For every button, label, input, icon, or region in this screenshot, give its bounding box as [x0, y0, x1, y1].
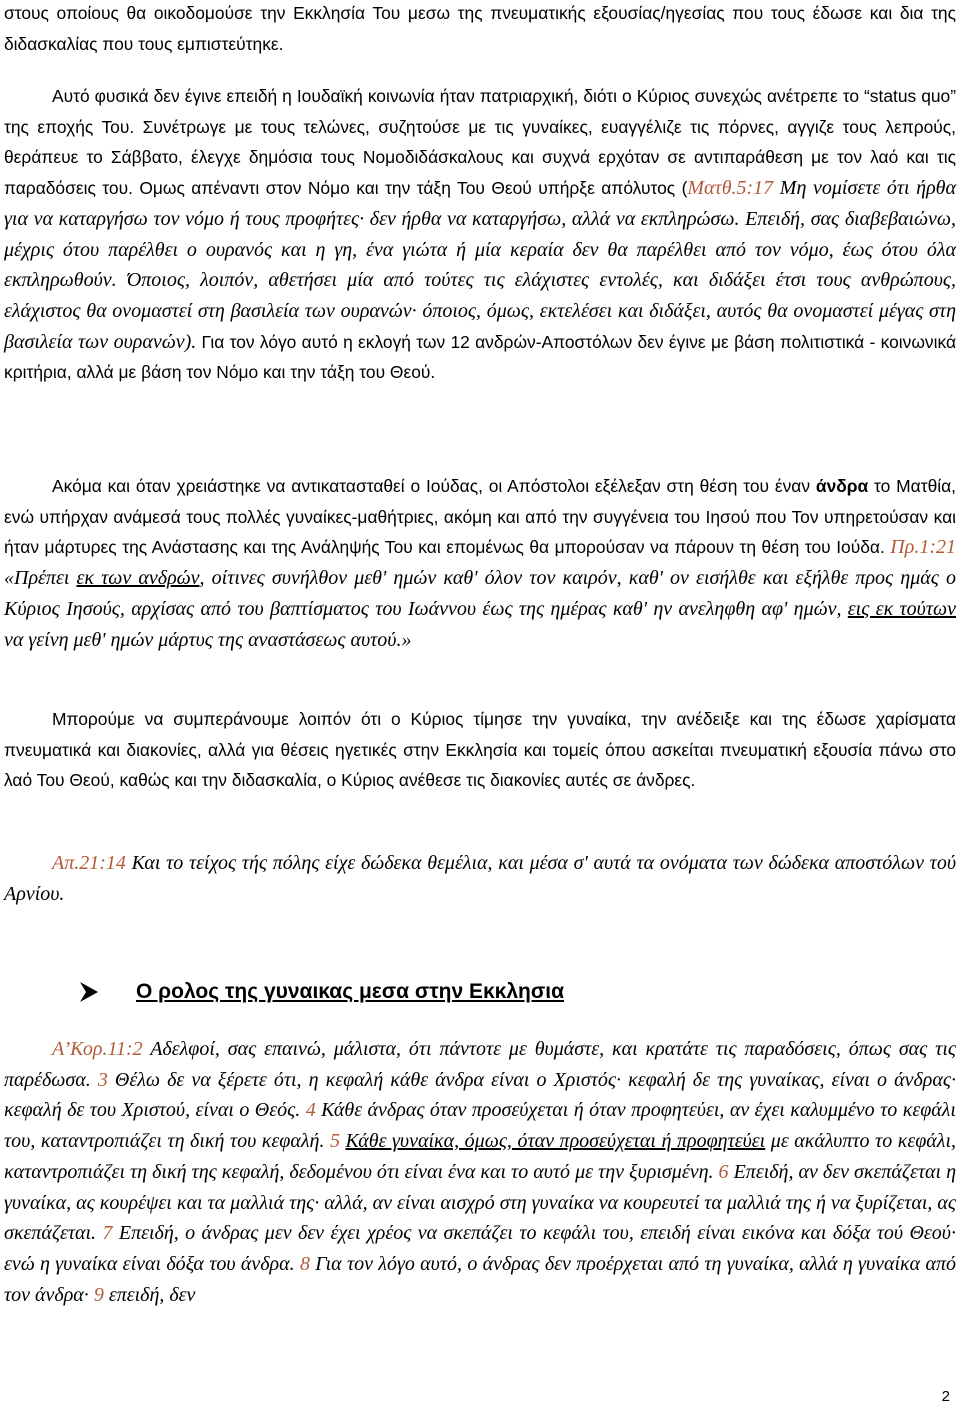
scripture-reference: Πρ.1:21 — [890, 536, 956, 559]
arrow-bullet-icon — [80, 980, 136, 1004]
paragraph-text: Ακόμα και όταν χρειάστηκε να αντικατασταθεί ο Ιούδας, οι Απόστολοι εξέλεξαν στη θέση του έναν — [52, 476, 816, 496]
paragraph-continuation — [4, 0, 956, 59]
scripture-quote: Και το τείχος τής πόλης είχε δώδεκα θεμέλια, και μέσα σ' αυτά τα ονόματα των δώδεκα αποστόλων τού Αρνίου. — [4, 852, 956, 905]
scripture-quote: Επειδή, ο άνδρας μεν δεν έχει χρέος να σκεπάζει το κεφάλι του, επειδή είναι εικόνα και δόξα τού Θεού· ενώ η γυναίκα είναι δόξα του άνδρα. — [4, 1222, 956, 1275]
underlined-quote: εκ των ανδρών — [76, 567, 200, 590]
scripture-quote: να γείνη μεθ' ημών μάρτυς της αναστάσεως αυτού.» — [4, 628, 412, 651]
paragraph-text: Αυτό φυσικά δεν έγινε επειδή η Ιουδαϊκή κοινωνία ήταν πατριαρχική, διότι ο Κύριος συνεχώς ανέτρεπε το “status quo” της εποχής Του. Συνέτρωγε με τους τελώνες, συζητούσε με τις γυναίκες, ευαγγέλιζε τις πόρνες, αγγιζε τους λεπρούς, θεράπευε το Σάββατο, έλεγχε δημόσια τους Νομοδιδάσκαλους και συχνά ερχόταν σε αντιπαράθεση με τον λαό και τις παραδόσεις του. Ομως απέναντι στον Νόμο και την τάξη Του Θεού υπήρξε απόλυτος ( — [4, 86, 956, 199]
scripture-quote: Θέλω δε να ξέρετε ότι, η κεφαλή κάθε άνδρα είναι ο Χριστός· κεφαλή δε της γυναίκας, είναι ο άνδρας· κεφαλή δε του Χριστού, είναι ο Θεός. — [4, 1068, 956, 1122]
paragraph-conclusion — [4, 704, 956, 796]
verse-number: 6 — [718, 1160, 729, 1183]
heading-text: Ο ρολος της γυναικας μεσα στην Εκκλησια — [136, 980, 564, 1003]
page-number: 2 — [941, 1388, 950, 1405]
scripture-reference: Ματθ.5:17 — [687, 177, 774, 200]
paragraph-revelation — [4, 848, 956, 909]
scripture-quote: Αδελφοί, σας επαινώ, μάλιστα, ότι πάντοτε με θυμάστε, και κρατάτε τις παραδόσεις, όπως σας τις παρέδωσα. — [4, 1038, 956, 1091]
verse-number: 4 — [305, 1099, 316, 1122]
paragraph-corinthians — [4, 1034, 956, 1310]
underlined-quote: Κάθε γυναίκα, όμως, όταν προσεύχεται ή προφητεύει — [345, 1130, 766, 1153]
scripture-quote: με ακάλυπτο το κεφάλι, καταντροπιάζει τη δική της κεφαλή, δεδομένου ότι είναι ένα και το αυτό με την ξυρισμένη. — [4, 1130, 957, 1183]
scripture-quote: Για τον λόγο αυτό, ο άνδρας δεν προέρχεται από τη γυναίκα, αλλά η γυναίκα από τον άνδρα· — [4, 1252, 956, 1306]
paragraph-patriarchal — [4, 81, 956, 388]
scripture-quote: επειδή, δεν — [103, 1283, 196, 1306]
paragraph-judas — [4, 471, 956, 655]
underlined-quote: εις εκ τούτων — [847, 597, 956, 620]
section-heading — [80, 980, 564, 1004]
paragraph-text: Μπορούμε να συμπεράνουμε λοιπόν ότι ο Κύριος τίμησε την γυναίκα, την ανέδειξε και της έδωσε χαρίσματα πνευματικά και διακονίες, αλλά για θέσεις ηγετικές στην Εκκλησία και τομείς όπου ασκείται πνευματική εξουσία πάνω στο λαό Του Θεού, καθώς και την διδασκαλία, ο Κύριος ανέθεσε τις διακονίες αυτές σε άνδρες. — [4, 709, 956, 791]
paragraph-text: το Ματθία, ενώ υπήρχαν ανάμεσά τους πολλές γυναίκες-μαθήτριες, ακόμη και από την συγγένεια του Ιησού που Τον υπηρετούσαν και ήταν μάρτυρες της Ανάστασης και της Ανάληψής Του και επομένως θα μπορούσαν να πάρουν τη θέση του Ιούδα. — [4, 476, 956, 558]
verse-number: 5 — [329, 1130, 340, 1153]
verse-number: 9 — [93, 1283, 104, 1306]
scripture-reference: Απ.21:14 — [52, 852, 126, 874]
paragraph-text: στους οποίους θα οικοδομούσε την Εκκλησία Του μεσω της πνευματικής εξουσίας/ηγεσίας που τους έδωσε και δια της διδασκαλίας που τους εμπιστεύτηκε. — [4, 3, 956, 54]
scripture-quote: , οίτινες συνήλθον μεθ' ημών καθ' όλον τον καιρόν, καθ' ον εισήλθε και εξήλθε προς ημάς ο Κύριος Ιησούς, αρχίσας από του βαπτίσματος του Ιωάννου έως της ημέρας καθ' ην ανεληφθη αφ' ημών, — [4, 567, 956, 620]
scripture-quote: Επειδή, αν δεν σκεπάζεται η γυναίκα, ας κουρέψει και τα μαλλιά της· αλλά, αν είναι αισχρό στη γυναίκα να κουρευτεί τα μαλλιά της ή να ξυρίζεται, ας σκεπάζεται. — [4, 1160, 956, 1245]
bold-word: άνδρα — [815, 476, 869, 496]
verse-number: 8 — [299, 1252, 310, 1275]
scripture-quote: Κάθε άνδρας όταν προσεύχεται ή όταν προφητεύει, αν έχει καλυμμένο το κεφάλι του, καταντροπιάζει τη δική του κεφαλή. — [4, 1099, 956, 1153]
paragraph-text: Για τον λόγο αυτό η εκλογή των 12 ανδρών-Αποστόλων δεν έγινε με βάση πολιτιστικά - κοινωνικά κριτήρια, αλλά με βάση τον Νόμο και την τάξη του Θεού. — [4, 331, 957, 383]
scripture-reference: Α’Κορ.11:2 — [52, 1038, 143, 1060]
verse-number: 7 — [102, 1222, 113, 1245]
scripture-quote: Μη νομίσετε ότι ήρθα για να καταργήσω τον νόμο ή τους προφήτες· δεν ήρθα να καταργήσω, αλλά να εκπληρώσω. Επειδή, σας διαβεβαιώνω, μέχρις ότου παρέλθει ο ουρανός και η γη, ένα γιώτα ή μία κεραία δεν θα παρέλθει από τον νόμο, έως ότου όλα εκπληρωθούν. Όποιος, λοιπόν, αθετήσει μία από τούτες τις ελάχιστες εντολές, και διδάξει έτσι τους ανθρώπους, ελάχιστος θα ονομαστεί στη βασιλεία των ουρανών· όποιος, όμως, εκτελέσει και διδάξει, αυτός θα ονομαστεί μέγας στη βασιλεία των ουρανών). — [4, 177, 957, 353]
verse-number: 3 — [97, 1068, 108, 1091]
scripture-quote: «Πρέπει — [4, 567, 77, 590]
